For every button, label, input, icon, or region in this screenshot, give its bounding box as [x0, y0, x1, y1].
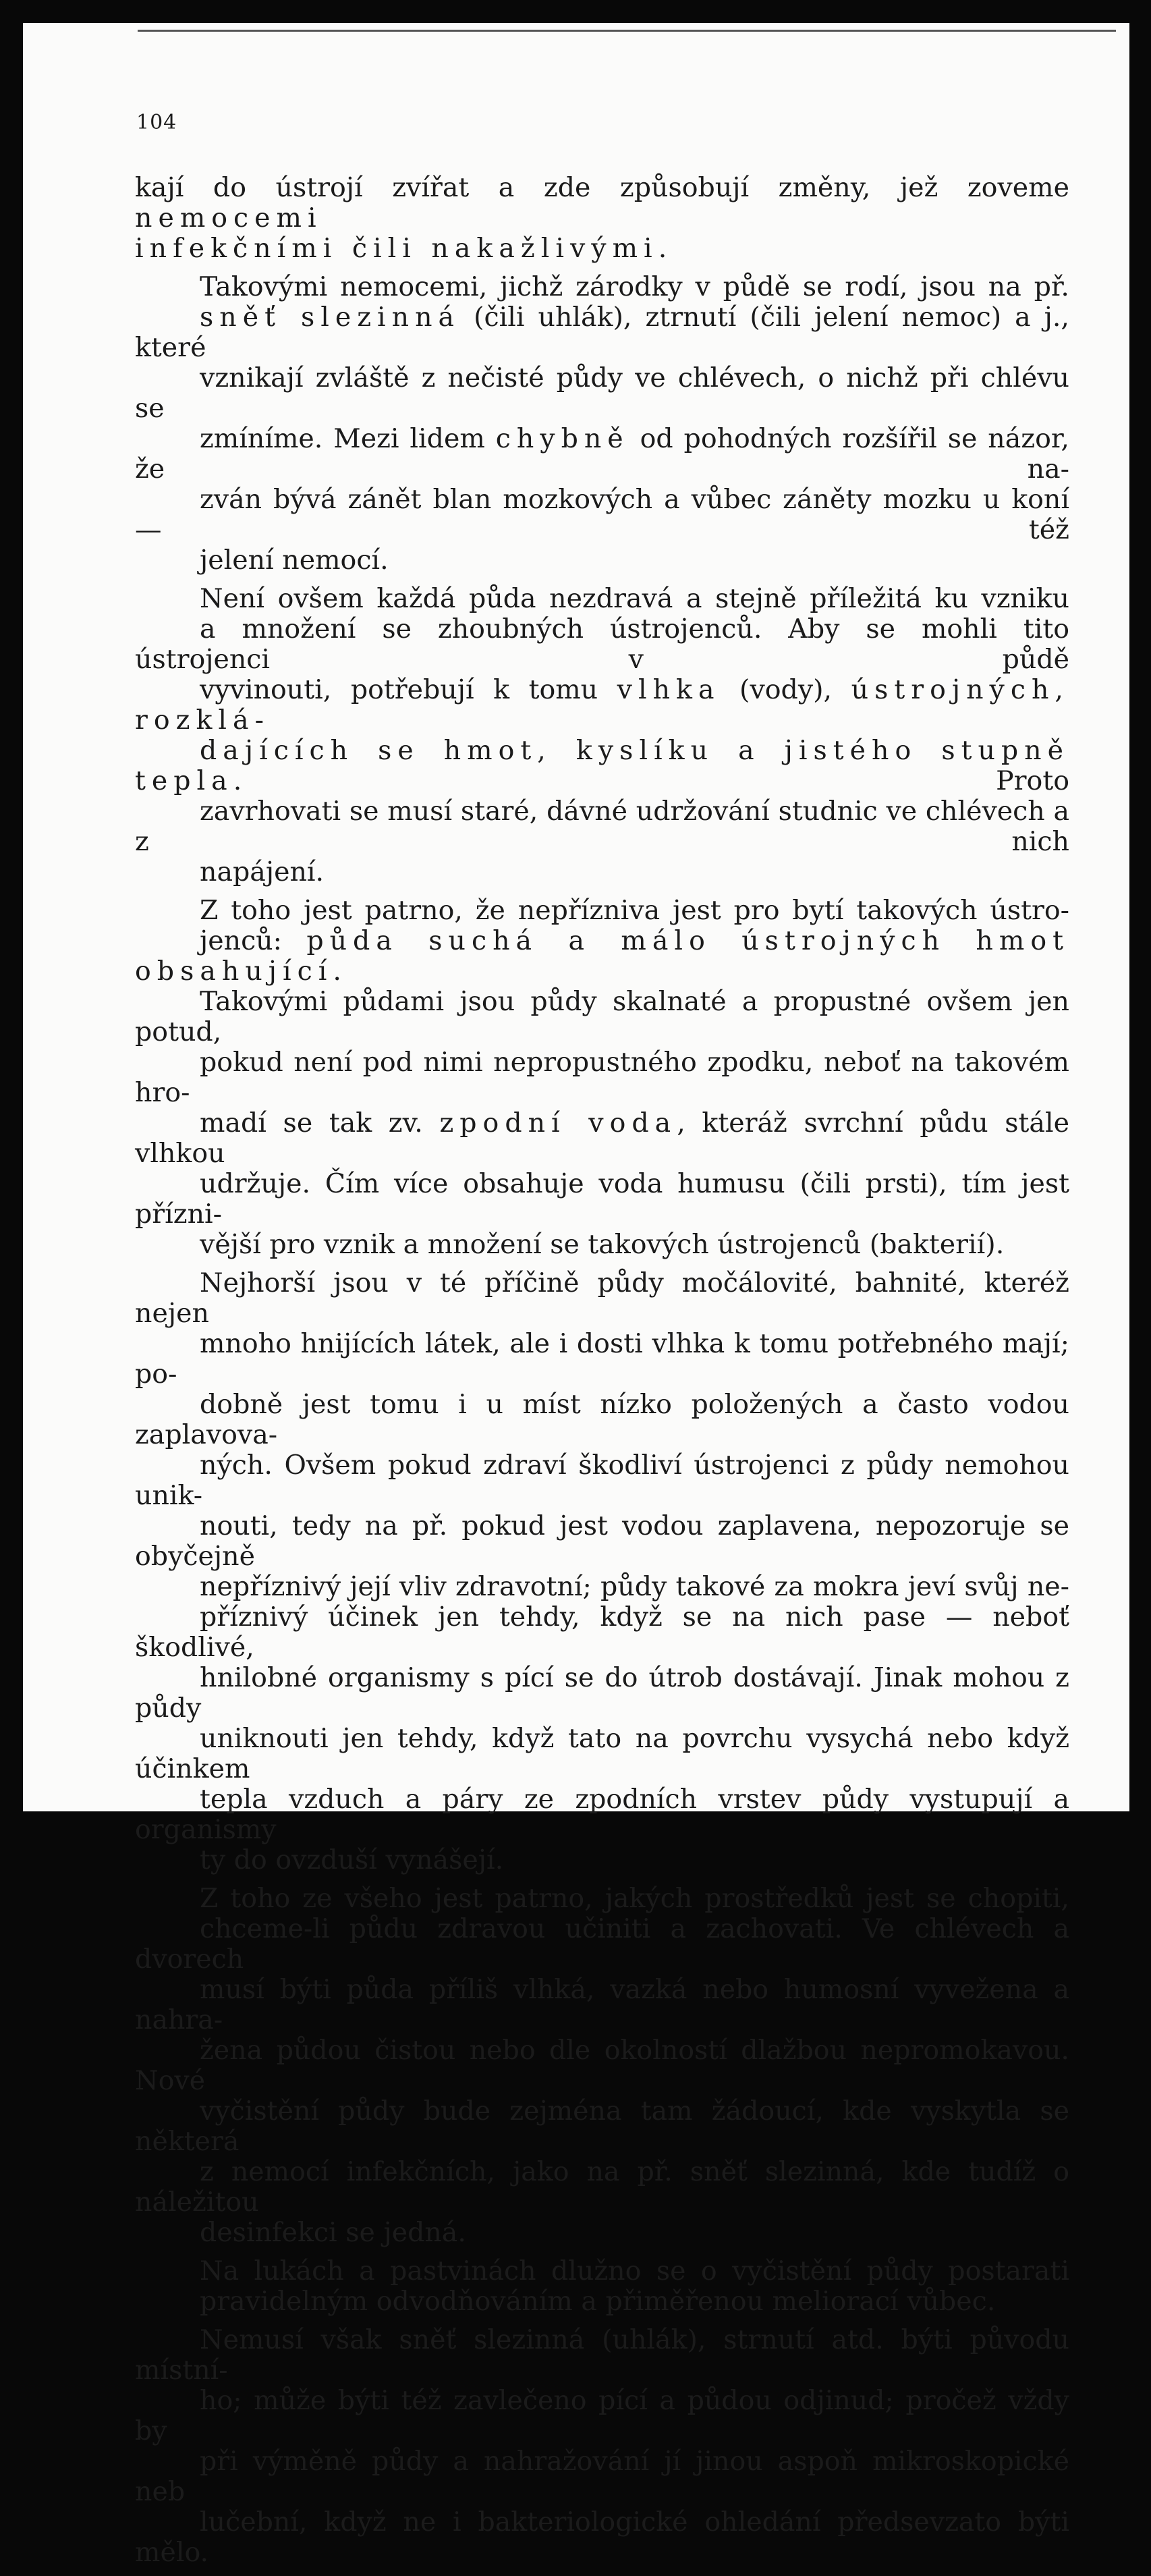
- text-line: zavrhovati se musí staré, dávné udržování studnic ve chlévech a z nich: [135, 796, 1069, 857]
- text-line: Takovými půdami jsou půdy skalnaté a propustné ovšem jen potud,: [135, 986, 1069, 1047]
- text-line: desinfekci se jedná.: [200, 2217, 466, 2248]
- text-line: musí býti půda příliš vlhká, vazká nebo humosní vyvežena a nahra-: [135, 1974, 1069, 2035]
- text-line: pravidelným odvodňováním a přiměřenou meliorací vůbec.: [200, 2286, 996, 2317]
- paragraph: [135, 896, 1069, 1260]
- text-line: zván bývá zánět blan mozkových a vůbec záněty mozku u koní — též: [135, 484, 1069, 545]
- spaced-emphasis: zpodní voda: [439, 1107, 677, 1139]
- text-line: ty do ovzduší vynášejí.: [200, 1844, 504, 1875]
- top-rule: [138, 30, 1116, 32]
- text-line: příznivý účinek jen tehdy, když se na nich pase — neboť škodlivé,: [135, 1601, 1069, 1663]
- text-line: madí se tak zv. zpodní voda, kteráž svrchní půdu stále vlhkou: [135, 1107, 1069, 1169]
- paragraph: [135, 2256, 1069, 2317]
- text-line: chceme-li půdu zdravou učiniti a zachovati. Ve chlévech a dvorech: [135, 1913, 1069, 1975]
- text-line: z nemocí infekčních, jako na př. sněť slezinná, kde tudíž o náležitou: [135, 2156, 1069, 2218]
- text-line: dobně jest tomu i u míst nízko položených a často vodou zaplavova-: [135, 1389, 1069, 1450]
- text-line: vznikají zvláště z nečisté půdy ve chlévech, o nichž při chlévu se: [135, 362, 1069, 424]
- text-line: jenců: půda suchá a málo ústrojných hmot obsahující.: [135, 925, 1069, 987]
- text-line: při výměně půdy a nahražování jí jinou aspoň mikroskopické neb: [135, 2446, 1069, 2507]
- spaced-emphasis: nemocemi: [135, 202, 322, 234]
- text-line: a množení se zhoubných ústrojenců. Aby se mohli tito ústrojenci v půdě: [135, 613, 1069, 675]
- spaced-emphasis: sněť slezinná: [200, 302, 461, 333]
- book-page: [23, 23, 1129, 2568]
- text-line: Z toho jest patrno, že nepřízniva jest pro bytí takových ústro-: [200, 895, 1069, 926]
- text-line: vyčistění půdy bude zejména tam žádoucí, kde vyskytla se některá: [135, 2095, 1069, 2157]
- body-text: [135, 173, 1069, 2576]
- text-line: Není ovšem každá půda nezdravá a stejně příležitá ku vzniku: [200, 583, 1069, 614]
- text-line: jelení nemocí.: [200, 545, 389, 576]
- text-line: tepla vzduch a páry ze zpodních vrstev půdy vystupují a organismy: [135, 1784, 1069, 1845]
- text-line: nepříznivý její vliv zdravotní; půdy takové za mokra jeví svůj ne-: [200, 1571, 1069, 1602]
- paragraph: [135, 272, 1069, 576]
- paragraph: [135, 173, 1069, 264]
- spaced-emphasis: vlhka: [617, 674, 721, 705]
- text-line: lučební, když ne i bakteriologické ohledání předsevzato býti mělo.: [135, 2506, 1069, 2568]
- text-line: Z toho ze všeho jest patrno, jakých prostředků jest se chopiti,: [200, 1883, 1069, 1914]
- text-line: ho; může býti též zavlečeno pící a půdou odjinud; pročež vždy by: [135, 2385, 1069, 2446]
- spaced-emphasis: ústrojných, rozklá-: [135, 674, 1069, 736]
- text-line: napájení.: [200, 856, 325, 887]
- paragraph: [135, 1884, 1069, 2248]
- paragraph: [135, 2325, 1069, 2568]
- text-line: udržuje. Čím více obsahuje voda humusu (čili prsti), tím jest přízni-: [135, 1168, 1069, 1230]
- text-line: žena půdou čistou nebo dle okolností dlažbou nepromokavou. Nové: [135, 2035, 1069, 2096]
- text-line: dajících se hmot, kyslíku a jistého stupně tepla. Proto: [135, 735, 1069, 796]
- text-line: infekčními čili nakažlivými.: [135, 233, 667, 264]
- text-line: Takovými nemocemi, jichž zárodky v půdě se rodí, jsou na př.: [200, 271, 1069, 302]
- spaced-emphasis: dajících se hmot, kyslíku a jistého stupně tepla: [135, 735, 1069, 796]
- text-line: vější pro vznik a množení se takových ústrojenců (bakterií).: [200, 1229, 1005, 1260]
- text-line: zmíníme. Mezi lidem chybně od pohodných rozšířil se názor, že na-: [135, 423, 1069, 485]
- text-line: mnoho hnijících látek, ale i dosti vlhka k tomu potřebného mají; po-: [135, 1328, 1069, 1390]
- text-line: hnilobné organismy s pící se do útrob dostávají. Jinak mohou z půdy: [135, 1662, 1069, 1724]
- text-line: kají do ústrojí zvířat a zde způsobují změny, jež zoveme nemocemi: [135, 172, 1069, 234]
- text-line: uniknouti jen tehdy, když tato na povrchu vysychá nebo když účinkem: [135, 1723, 1069, 1784]
- text-line: nouti, tedy na př. pokud jest vodou zaplavena, nepozoruje se obyčejně: [135, 1510, 1069, 1572]
- text-line: Nejhorší jsou v té příčině půdy močálovité, bahnité, kteréž nejen: [135, 1267, 1069, 1329]
- paragraph: [135, 584, 1069, 887]
- text-line: sněť slezinná (čili uhlák), ztrnutí (čili jelení nemoc) a j., které: [135, 302, 1069, 363]
- page-number: 104: [136, 111, 177, 134]
- text-line: Nemusí však sněť slezinná (uhlák), strnutí atd. býti původu místní-: [135, 2324, 1069, 2386]
- text-line: Na lukách a pastvinách dlužno se o vyčistění půdy postarati: [200, 2255, 1069, 2286]
- paragraph: [135, 1268, 1069, 1875]
- spaced-emphasis: chybně: [495, 423, 629, 454]
- text-line: vyvinouti, potřebují k tomu vlhka (vody), ústrojných, rozklá-: [135, 674, 1069, 736]
- text-line: pokud není pod nimi nepropustného zpodku, neboť na takovém hro-: [135, 1047, 1069, 1108]
- spaced-emphasis: infekčními čili nakažlivými: [135, 233, 658, 264]
- spaced-emphasis: půda suchá a málo ústrojných hmot obsahující: [135, 925, 1069, 987]
- text-line: ných. Ovšem pokud zdraví škodliví ústrojenci z půdy nemohou unik-: [135, 1450, 1069, 1511]
